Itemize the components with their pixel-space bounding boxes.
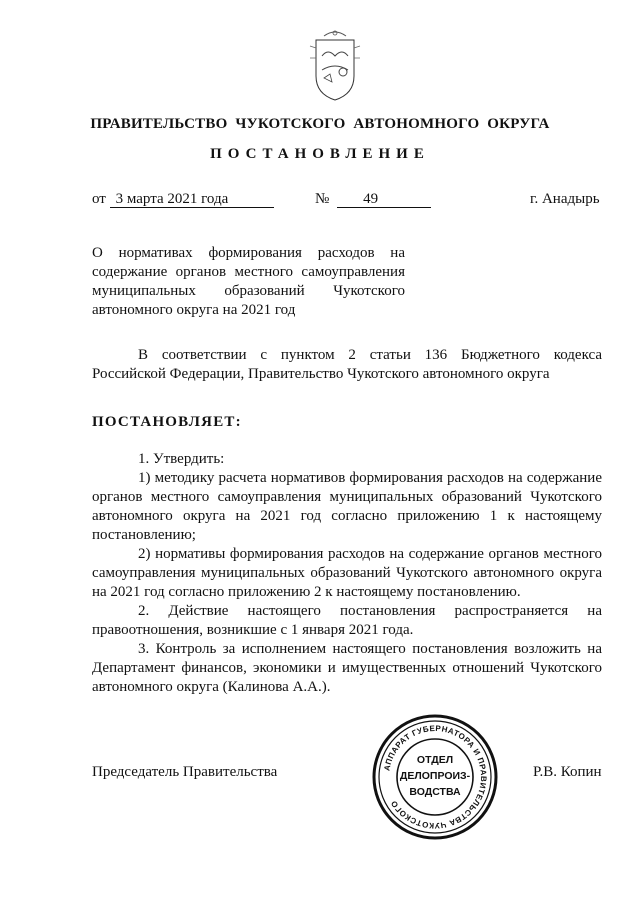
stamp-ring-text: АППАРАТ ГУБЕРНАТОРА И ПРАВИТЕЛЬСТВА ЧУКОТСКОГО (382, 723, 489, 831)
signer-title: Председатель Правительства (92, 764, 278, 780)
office-stamp (371, 713, 499, 841)
item-1: 1) методику расчета нормативов формирования расходов на содержание органов местного самоуправления муниципальных образований Чукотского автономного округа на 2021 год согласно приложению 1 к настоящему постановлению; (92, 470, 602, 543)
preamble-line: Российской Федерации, Правительство Чукотского автономного округа (92, 366, 550, 382)
number-field (315, 191, 431, 208)
place-of-issue: г. Анадырь (530, 191, 600, 207)
decree-body (92, 450, 602, 697)
signer-name: Р.В. Копин (533, 764, 602, 780)
date-prefix: от (92, 191, 106, 207)
date-field (92, 191, 274, 208)
paragraph-1-title: 1. Утвердить: (138, 451, 225, 467)
subject-line: автономного округа на 2021 год (92, 302, 296, 318)
item-2: 2) нормативы формирования расходов на содержание органов местного самоуправления муниципальных образований Чукотского автономного округа на 2021 год согласно приложению 2 к настоящему постановлению. (92, 546, 602, 600)
paragraph-3: 3. Контроль за исполнением настоящего постановления возложить на Департамент финансов, экономики и имущественных отношений Чукотского автономного округа (Калинова А.А.). (92, 641, 602, 695)
paragraph-2: 2. Действие настоящего постановления распространяется на правоотношения, возникшие с 1 января 2021 года. (92, 603, 602, 638)
subject-line: содержание органов местного самоуправления (92, 264, 405, 280)
coat-of-arms-emblem (302, 26, 368, 104)
number-prefix: № (315, 191, 330, 207)
decree-date: 3 марта 2021 года (110, 192, 274, 208)
stamp-center-line: ДЕЛОПРОИЗ- (399, 770, 471, 782)
subject-line: О нормативах формирования расходов на (92, 245, 405, 261)
resolves-heading: ПОСТАНОВЛЯЕТ: (92, 414, 242, 430)
stamp-center-line: ОТДЕЛ (416, 754, 454, 766)
decree-number: 49 (337, 192, 431, 208)
stamp-center-line: ВОДСТВА (409, 786, 461, 798)
preamble (92, 346, 602, 384)
document-type-title: ПОСТАНОВЛЕНИЕ (210, 146, 430, 162)
subject-line: муниципальных образований Чукотского (92, 283, 405, 299)
decree-subject (92, 244, 405, 320)
preamble-line: В соответствии с пунктом 2 статьи 136 Бюджетного кодекса (138, 347, 602, 363)
government-name: ПРАВИТЕЛЬСТВО ЧУКОТСКОГО АВТОНОМНОГО ОКРУГА (90, 116, 550, 132)
